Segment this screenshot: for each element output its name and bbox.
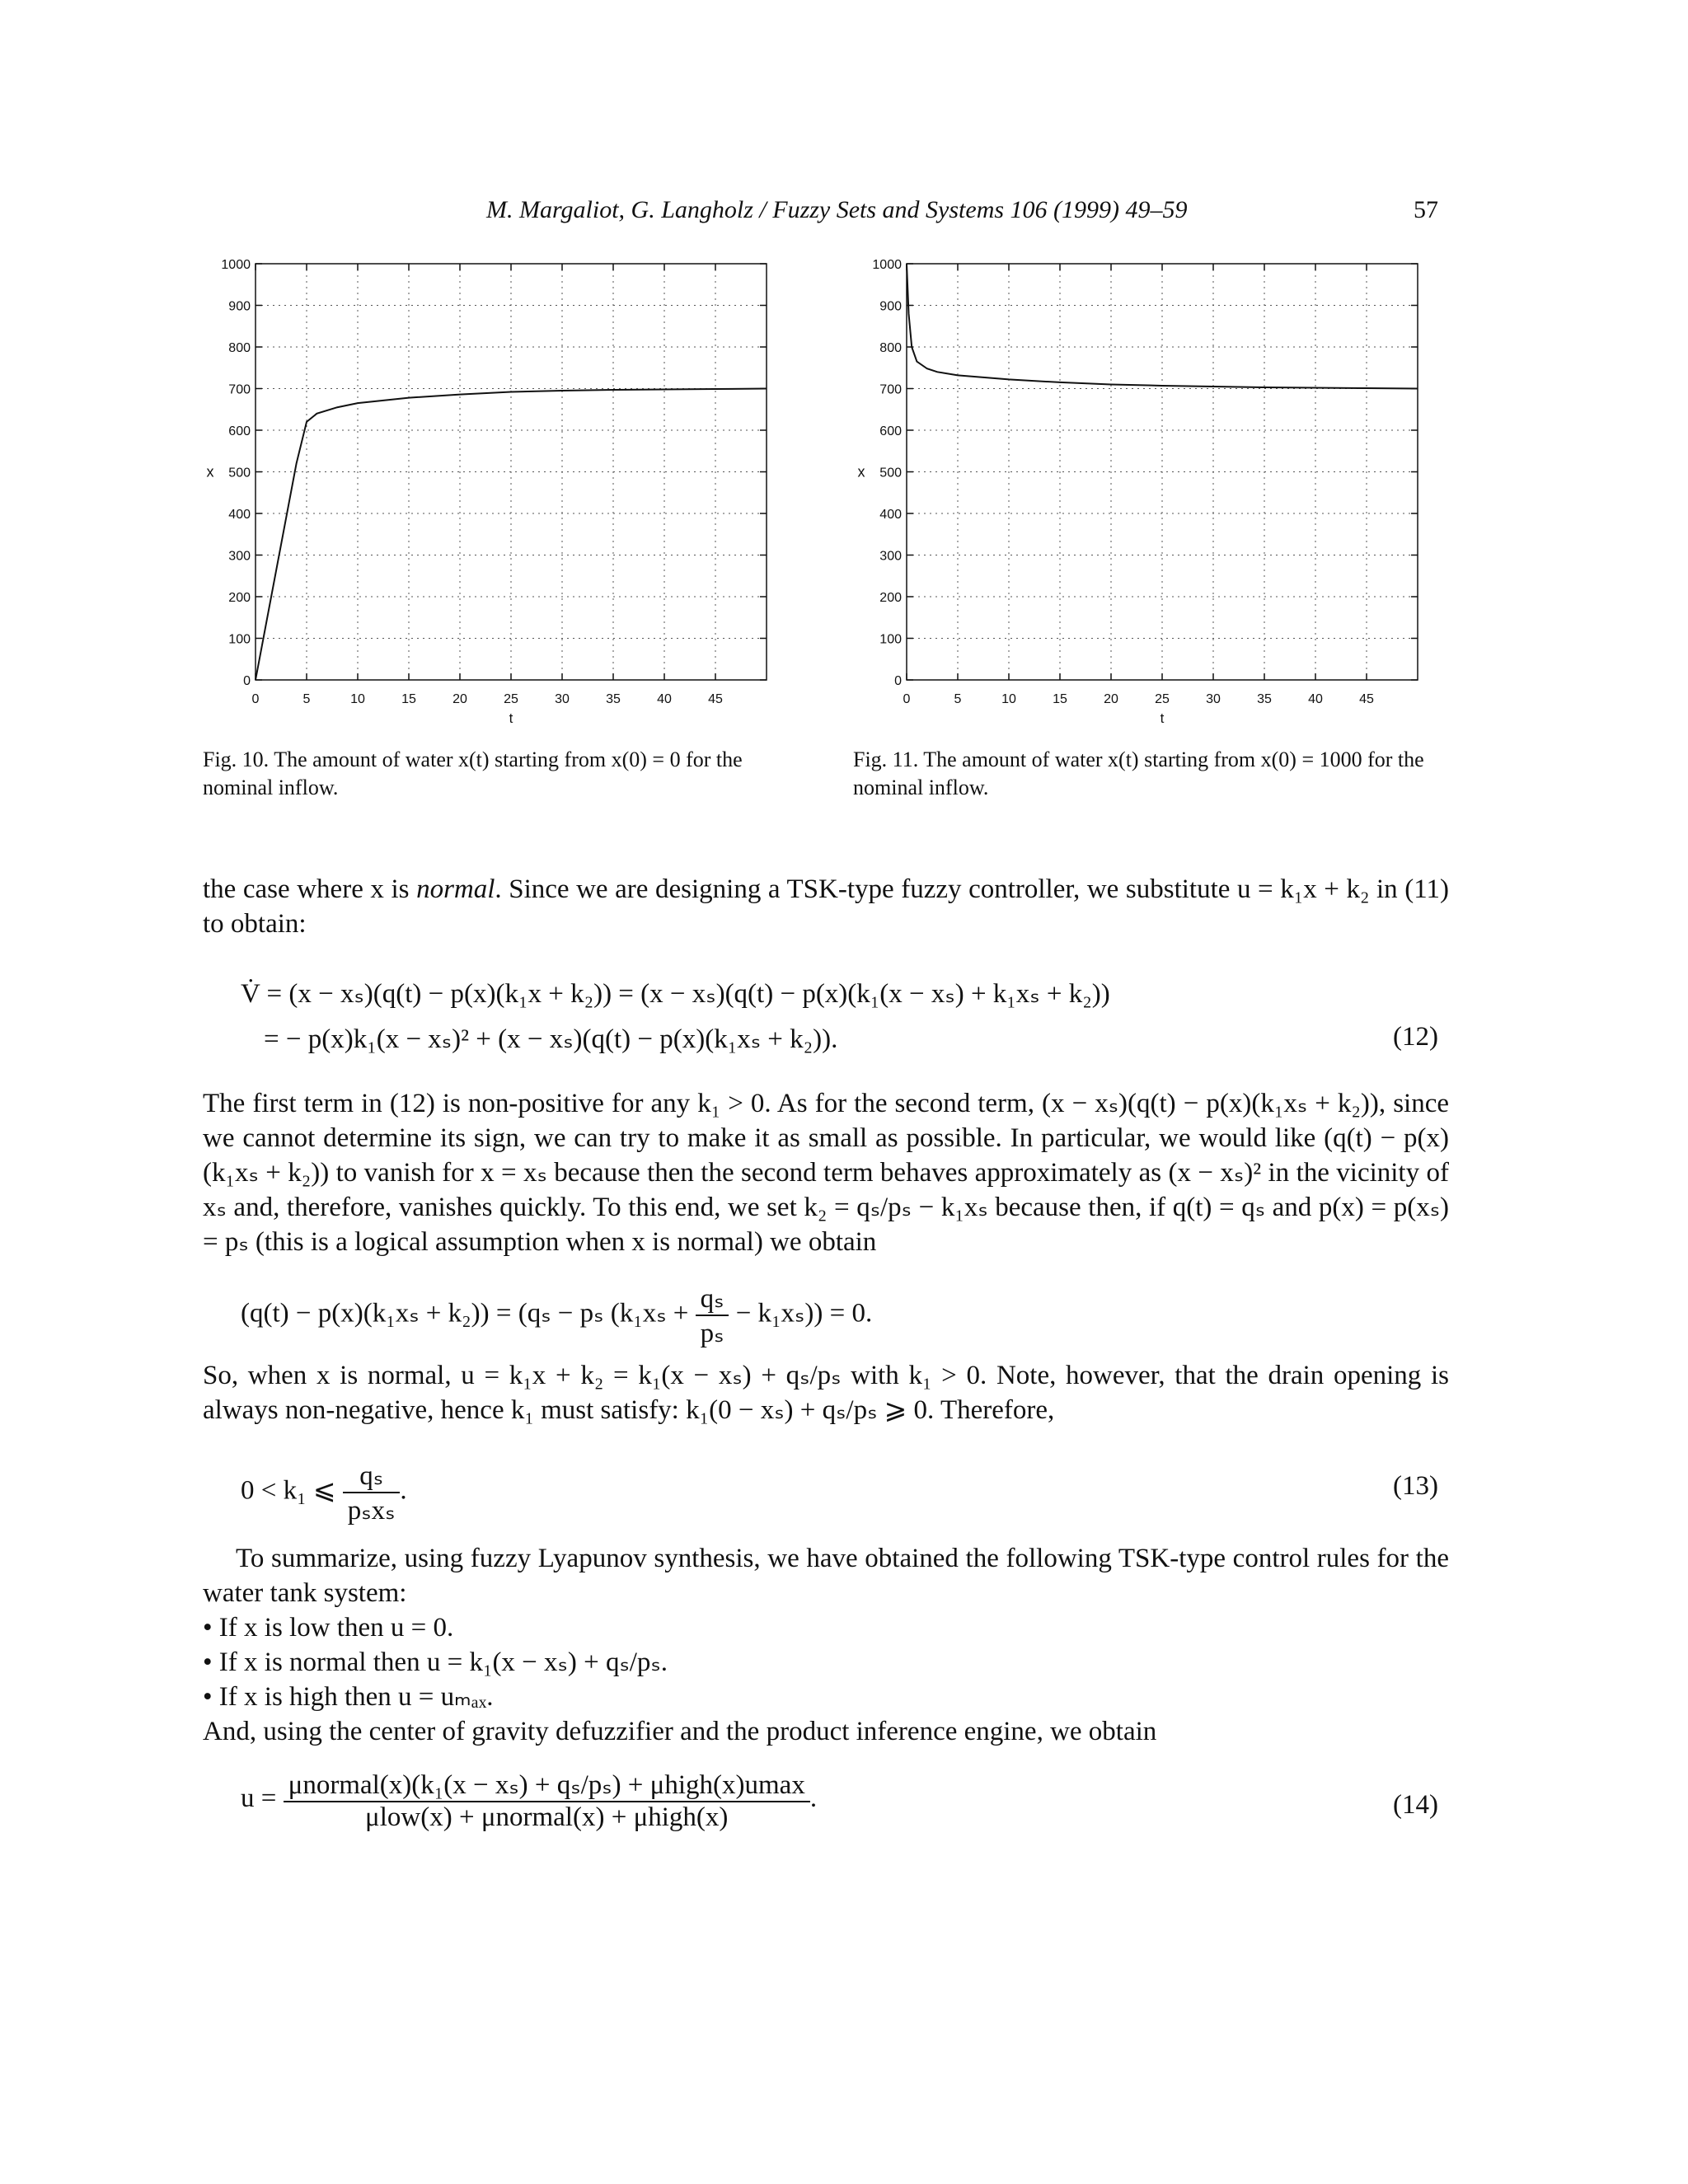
y-tick-label: 100 xyxy=(228,632,251,647)
fraction-numerator: qₛ xyxy=(696,1282,729,1316)
equation-13 xyxy=(241,1459,407,1526)
x-axis-label: t xyxy=(509,710,513,725)
x-tick-label: 20 xyxy=(1104,692,1118,706)
y-tick-label: 0 xyxy=(894,674,902,688)
equation-14-fraction xyxy=(284,1768,810,1833)
y-tick-label: 900 xyxy=(879,299,902,314)
figure-11-caption: Fig. 11. The amount of water x(t) starting from x(0) = 1000 for the nominal inflow. xyxy=(853,748,1424,799)
equation-13-right: . xyxy=(400,1475,407,1506)
x-tick-label: 45 xyxy=(708,692,723,706)
x-tick-label: 0 xyxy=(251,692,260,706)
equation-13-fraction xyxy=(343,1459,401,1526)
paragraph-5: And, using the center of gravity defuzzifier and the product inference engine, we obtain xyxy=(203,1717,1157,1746)
x-tick-label: 5 xyxy=(954,692,962,706)
y-tick-label: 800 xyxy=(228,341,251,355)
x-tick-label: 40 xyxy=(657,692,672,706)
x-tick-label: 10 xyxy=(1001,692,1016,706)
equation-vanish xyxy=(241,1282,872,1349)
y-tick-label: 100 xyxy=(879,632,902,647)
y-tick-label: 500 xyxy=(879,466,902,480)
paragraph-1-part-b: . Since we are designing a TSK-type fuzzy controller, we substitute u = k₁x + k₂ in (11) to obtain: xyxy=(203,874,1449,939)
x-tick-label: 35 xyxy=(1257,692,1272,706)
equation-13-number: (13) xyxy=(1393,1471,1438,1501)
y-tick-label: 300 xyxy=(228,549,251,564)
fraction-numerator: qₛ xyxy=(343,1459,401,1493)
y-tick-label: 700 xyxy=(879,382,902,397)
figure-11-chart xyxy=(849,247,1442,725)
paragraph-2: The first term in (12) is non-positive for any k₁ > 0. As for the second term, (x − xₛ)(q(t) − p(x)(k₁xₛ + k₂)), since we cannot determine its sign, we can try to make it as small as possible. In particular, we would like (q(t) − p(x)(k₁xₛ + k₂)) to vanish for x = xₛ because then the second term behaves approximately as (x − xₛ)² in the vicinity of xₛ and, therefore, vanishes quickly. To this end, we set k₂ = qₛ/pₛ − k₁xₛ because then, if q(t) = qₛ and p(x) = p(xₛ) = pₛ (this is a logical assumption when x is normal) we obtain xyxy=(203,1089,1449,1257)
figure-10-caption: Fig. 10. The amount of water x(t) starting from x(0) = 0 for the nominal inflow. xyxy=(203,748,743,799)
figure-10 xyxy=(198,247,791,729)
x-tick-label: 35 xyxy=(606,692,621,706)
equation-14 xyxy=(241,1768,817,1833)
y-tick-label: 600 xyxy=(228,424,251,438)
y-tick-label: 200 xyxy=(228,591,251,605)
equation-13-left: 0 < k₁ ⩽ xyxy=(241,1475,343,1506)
y-axis-label: x xyxy=(857,463,865,480)
y-axis-label: x xyxy=(206,463,214,480)
x-tick-label: 25 xyxy=(1155,692,1170,706)
x-tick-label: 20 xyxy=(452,692,467,706)
x-tick-label: 10 xyxy=(350,692,365,706)
rule-low: • If x is low then u = 0. xyxy=(203,1613,454,1643)
equation-vanish-right: − k₁xₛ)) = 0. xyxy=(729,1298,873,1329)
y-tick-label: 400 xyxy=(879,508,902,522)
y-tick-label: 600 xyxy=(879,424,902,438)
fraction-numerator: μnormal(x)(k₁(x − xₛ) + qₛ/pₛ) + μhigh(x)umax xyxy=(284,1768,810,1802)
equation-14-left: u = xyxy=(241,1783,284,1814)
rule-high: • If x is high then u = uₘₐₓ. xyxy=(203,1682,494,1712)
paragraph-1-emphasis: normal xyxy=(416,874,495,904)
x-tick-label: 0 xyxy=(903,692,911,706)
y-tick-label: 500 xyxy=(228,466,251,480)
x-tick-label: 30 xyxy=(1206,692,1221,706)
y-tick-label: 800 xyxy=(879,341,902,355)
paragraph-1 xyxy=(203,872,1449,941)
y-tick-label: 300 xyxy=(879,549,902,564)
figure-10-chart xyxy=(198,247,791,725)
page-number: 57 xyxy=(1414,196,1438,223)
y-tick-label: 700 xyxy=(228,382,251,397)
equation-12-line-2: = − p(x)k₁(x − xₛ)² + (x − xₛ)(q(t) − p(x)(k₁xₛ + k₂)). xyxy=(264,1024,838,1054)
y-tick-label: 400 xyxy=(228,508,251,522)
x-tick-label: 45 xyxy=(1359,692,1374,706)
y-tick-label: 1000 xyxy=(872,258,902,272)
y-tick-label: 900 xyxy=(228,299,251,314)
x-tick-label: 15 xyxy=(1053,692,1067,706)
x-tick-label: 30 xyxy=(555,692,570,706)
running-header: M. Margaliot, G. Langholz / Fuzzy Sets and Systems 106 (1999) 49–59 xyxy=(486,196,1188,223)
paragraph-3: So, when x is normal, u = k₁x + k₂ = k₁(x − xₛ) + qₛ/pₛ with k₁ > 0. Note, however, that the drain opening is always non-negative, hence k₁ must satisfy: k₁(0 − xₛ) + qₛ/pₛ ⩾ 0. Therefore, xyxy=(203,1361,1449,1425)
equation-14-number: (14) xyxy=(1393,1790,1438,1820)
rule-normal: • If x is normal then u = k₁(x − xₛ) + qₛ/pₛ. xyxy=(203,1647,668,1677)
paragraph-4: To summarize, using fuzzy Lyapunov synthesis, we have obtained the following TSK-type control rules for the water tank system: xyxy=(203,1544,1449,1608)
x-tick-label: 5 xyxy=(302,692,311,706)
x-tick-label: 40 xyxy=(1308,692,1323,706)
rule-list xyxy=(203,1610,668,1714)
y-tick-label: 0 xyxy=(243,674,251,688)
fraction-denominator: pₛxₛ xyxy=(347,1496,396,1526)
x-tick-label: 25 xyxy=(504,692,518,706)
x-axis-label: t xyxy=(1160,710,1165,725)
y-tick-label: 1000 xyxy=(221,258,251,272)
y-tick-label: 200 xyxy=(879,591,902,605)
equation-14-right: . xyxy=(809,1783,818,1814)
fraction-denominator: pₛ xyxy=(700,1319,724,1348)
x-tick-label: 15 xyxy=(401,692,416,706)
equation-12-number: (12) xyxy=(1393,1022,1438,1052)
equation-12-line-1: V̇ = (x − xₛ)(q(t) − p(x)(k₁x + k₂)) = (x − xₛ)(q(t) − p(x)(k₁(x − xₛ) + k₁xₛ + k₂)) xyxy=(241,979,1110,1009)
equation-vanish-left: (q(t) − p(x)(k₁xₛ + k₂)) = (qₛ − pₛ (k₁xₛ + xyxy=(241,1298,696,1329)
figure-11 xyxy=(849,247,1442,729)
fraction-denominator: μlow(x) + μnormal(x) + μhigh(x) xyxy=(365,1802,729,1832)
equation-vanish-fraction xyxy=(696,1282,729,1349)
paragraph-1-part-a: the case where x is xyxy=(203,874,417,904)
